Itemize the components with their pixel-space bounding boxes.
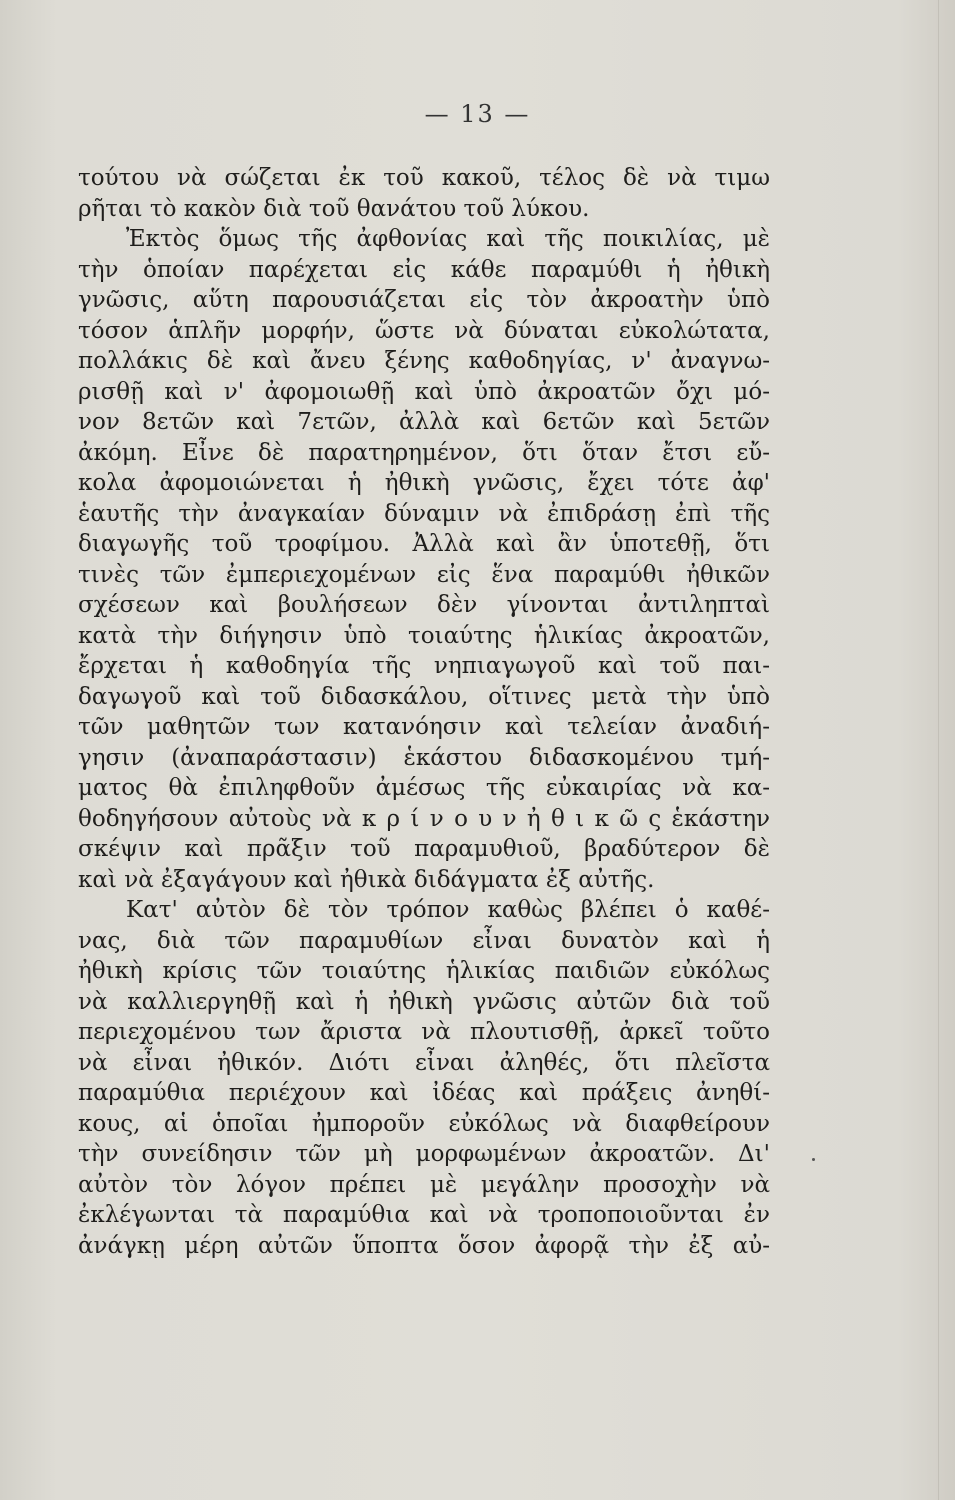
text-line: πολλάκις δὲ καὶ ἄνευ ξένης καθοδηγίας, ν' ἀναγνω- xyxy=(78,348,770,374)
text-line: ἑαυτῆς τὴν ἀναγκαίαν δύναμιν νὰ ἐπιδράσῃ ἐπὶ τῆς xyxy=(78,500,770,527)
text-line: γησιν (ἀναπαράστασιν) ἑκάστου διδασκομένου τμή- xyxy=(78,744,770,771)
text-line: σχέσεων καὶ βουλήσεων δὲν γίνονται ἀντιληπταὶ xyxy=(78,592,770,618)
text-line: ἔρχεται ἡ καθοδηγία τῆς νηπιαγωγοῦ καὶ τοῦ παι- xyxy=(78,653,770,679)
body-text xyxy=(78,163,770,1261)
text-line: θοδηγήσουν αὐτοὺς νὰ κ ρ ί ν ο υ ν ἠ θ ι κ ῶ ς ἑκάστην xyxy=(78,805,770,832)
text-line: τόσον ἁπλῆν μορφήν, ὥστε νὰ δύναται εὐκολώτατα, xyxy=(78,317,770,344)
text-line: τὴν ὁποίαν παρέχεται εἰς κάθε παραμύθι ἡ ἠθικὴ xyxy=(78,256,770,283)
text-line: περιεχομένου των ἄριστα νὰ πλουτισθῇ, ἀρκεῖ τοῦτο xyxy=(78,1019,770,1045)
text-line: κολα ἀφομοιώνεται ἡ ἠθικὴ γνῶσις, ἔχει τότε ἀφ' xyxy=(78,470,770,496)
text-line: Κατ' αὐτὸν δὲ τὸν τρόπον καθὼς βλέπει ὁ καθέ- xyxy=(126,897,770,923)
text-line: νὰ εἶναι ἠθικόν. Διότι εἶναι ἀληθές, ὅτι πλεῖστα xyxy=(78,1049,770,1076)
text-line: τὴν συνείδησιν τῶν μὴ μορφωμένων ἀκροατῶν. Δι' xyxy=(78,1141,770,1167)
text-line: ρῆται τὸ κακὸν διὰ τοῦ θανάτου τοῦ λύκου. xyxy=(78,195,590,222)
text-line: γνῶσις, αὕτη παρουσιάζεται εἰς τὸν ἀκροατὴν ὑπὸ xyxy=(78,287,770,313)
text-line: νὰ καλλιεργηθῇ καὶ ἡ ἠθικὴ γνῶσις αὐτῶν διὰ τοῦ xyxy=(78,988,770,1015)
text-line: Ἐκτὸς ὅμως τῆς ἀφθονίας καὶ τῆς ποικιλίας, μὲ xyxy=(126,226,770,252)
text-line: νας, διὰ τῶν παραμυθίων εἶναι δυνατὸν καὶ ἡ xyxy=(78,927,770,954)
text-line: ἀνάγκῃ μέρη αὐτῶν ὕποπτα ὅσον ἀφορᾷ τὴν ἐξ αὐ- xyxy=(78,1232,770,1259)
page-number: — 13 — xyxy=(424,100,531,128)
margin-ink-speck xyxy=(812,1158,815,1161)
text-line: νον 8ετῶν καὶ 7ετῶν, ἀλλὰ καὶ 6ετῶν καὶ 5ετῶν xyxy=(78,409,770,435)
text-line: καὶ νὰ ἐξαγάγουν καὶ ἠθικὰ διδάγματα ἐξ αὐτῆς. xyxy=(78,866,655,893)
text-line: αὐτὸν τὸν λόγον πρέπει μὲ μεγάλην προσοχὴν νὰ xyxy=(78,1171,770,1198)
text-line: ρισθῇ καὶ ν' ἀφομοιωθῇ καὶ ὑπὸ ἀκροατῶν ὄχι μό- xyxy=(78,378,770,405)
text-line: τῶν μαθητῶν των κατανόησιν καὶ τελείαν ἀναδιή- xyxy=(78,714,770,740)
text-line: κους, αἱ ὁποῖαι ἠμποροῦν εὐκόλως νὰ διαφθείρουν xyxy=(78,1110,770,1137)
text-line: ματος θὰ ἐπιληφθοῦν ἀμέσως τῆς εὐκαιρίας νὰ κα- xyxy=(78,775,770,801)
text-line: ἐκλέγωνται τὰ παραμύθια καὶ νὰ τροποποιοῦνται ἐν xyxy=(78,1202,770,1228)
text-line: ἠθικὴ κρίσις τῶν τοιαύτης ἡλικίας παιδιῶν εὐκόλως xyxy=(78,958,770,984)
text-line: τινὲς τῶν ἐμπεριεχομένων εἰς ἕνα παραμύθι ἠθικῶν xyxy=(78,561,770,588)
text-line: κατὰ τὴν διήγησιν ὑπὸ τοιαύτης ἡλικίας ἀκροατῶν, xyxy=(78,622,770,649)
text-line: παραμύθια περιέχουν καὶ ἰδέας καὶ πράξεις ἀνηθί- xyxy=(78,1080,770,1106)
text-line: δαγωγοῦ καὶ τοῦ διδασκάλου, οἵτινες μετὰ τὴν ὑπὸ xyxy=(78,683,770,710)
page-edge-rule xyxy=(938,0,939,1500)
text-line: διαγωγῆς τοῦ τροφίμου. Ἀλλὰ καὶ ἂν ὑποτεθῇ, ὅτι xyxy=(78,531,770,557)
text-line: σκέψιν καὶ πρᾶξιν τοῦ παραμυθιοῦ, βραδύτερον δὲ xyxy=(78,836,770,862)
text-line: τούτου νὰ σώζεται ἐκ τοῦ κακοῦ, τέλος δὲ νὰ τιμω xyxy=(78,165,770,191)
text-line: ἀκόμη. Εἶνε δὲ παρατηρημένον, ὅτι ὅταν ἔτσι εὔ- xyxy=(78,439,770,466)
